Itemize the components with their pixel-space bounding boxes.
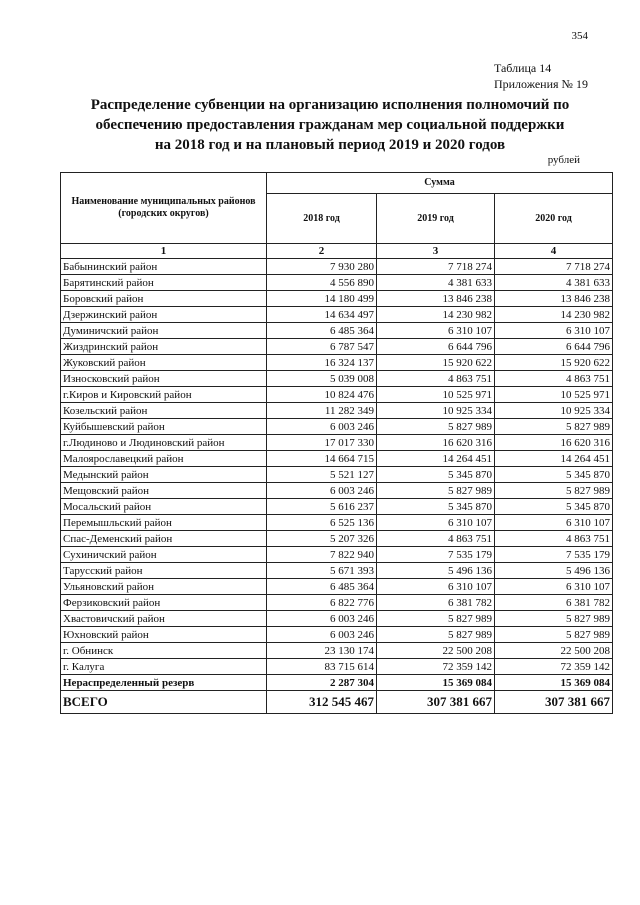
total-2019: 307 381 667: [377, 691, 495, 714]
value-2019: 72 359 142: [377, 659, 495, 675]
district-name: Ульяновский район: [61, 579, 267, 595]
value-2019: 10 525 971: [377, 387, 495, 403]
district-name: Боровский район: [61, 291, 267, 307]
value-2020: 6 310 107: [495, 323, 613, 339]
reserve-row: [61, 675, 613, 691]
total-2018: 312 545 467: [267, 691, 377, 714]
header-year-2020: 2020 год: [495, 194, 613, 244]
value-2020: 16 620 316: [495, 435, 613, 451]
table-row: [61, 643, 613, 659]
value-2018: 10 824 476: [267, 387, 377, 403]
district-name: Спас-Деменский район: [61, 531, 267, 547]
table-row: [61, 611, 613, 627]
value-2020: 6 310 107: [495, 515, 613, 531]
value-2019: 6 310 107: [377, 579, 495, 595]
value-2019: 5 827 989: [377, 419, 495, 435]
table-row: [61, 451, 613, 467]
value-2019: 6 644 796: [377, 339, 495, 355]
value-2018: 5 671 393: [267, 563, 377, 579]
table-row: [61, 547, 613, 563]
value-2018: 6 525 136: [267, 515, 377, 531]
value-2019: 6 381 782: [377, 595, 495, 611]
value-2018: 5 521 127: [267, 467, 377, 483]
header-sum-column: Сумма: [267, 173, 613, 194]
value-2019: 10 925 334: [377, 403, 495, 419]
value-2019: 7 718 274: [377, 259, 495, 275]
value-2020: 5 827 989: [495, 611, 613, 627]
district-name: Хвастовичский район: [61, 611, 267, 627]
value-2019: 4 863 751: [377, 531, 495, 547]
value-2020: 5 345 870: [495, 499, 613, 515]
value-2018: 6 003 246: [267, 611, 377, 627]
title-line-3: на 2018 год и на плановый период 2019 и 2020 годов: [154, 137, 506, 153]
table-row: [61, 563, 613, 579]
district-name: Думиничский район: [61, 323, 267, 339]
table-row: [61, 307, 613, 323]
value-2020: 4 863 751: [495, 531, 613, 547]
column-index: 3: [377, 244, 495, 259]
value-2019: 5 345 870: [377, 467, 495, 483]
district-name: Барятинский район: [61, 275, 267, 291]
district-name: Сухиничский район: [61, 547, 267, 563]
table-row: [61, 403, 613, 419]
value-2019: 7 535 179: [377, 547, 495, 563]
district-name: Куйбышевский район: [61, 419, 267, 435]
table-row: [61, 291, 613, 307]
document-title: [70, 95, 590, 155]
value-2018: 7 822 940: [267, 547, 377, 563]
value-2020: 22 500 208: [495, 643, 613, 659]
district-name: Жуковский район: [61, 355, 267, 371]
table-row: [61, 595, 613, 611]
table-row: [61, 275, 613, 291]
value-2018: 6 003 246: [267, 483, 377, 499]
value-2018: 6 787 547: [267, 339, 377, 355]
district-name: г. Обнинск: [61, 643, 267, 659]
district-name: Тарусский район: [61, 563, 267, 579]
value-2019: 16 620 316: [377, 435, 495, 451]
title-line-1: Распределение субвенции на организацию исполнения полномочий по: [90, 97, 570, 113]
district-name: Жиздринский район: [61, 339, 267, 355]
table-row: [61, 371, 613, 387]
table-row: [61, 627, 613, 643]
total-name: ВСЕГО: [61, 691, 267, 714]
value-2019: 22 500 208: [377, 643, 495, 659]
appendix-header: [494, 60, 588, 92]
value-2020: 7 535 179: [495, 547, 613, 563]
value-2018: 11 282 349: [267, 403, 377, 419]
header-year-2018: 2018 год: [267, 194, 377, 244]
value-2020: 4 863 751: [495, 371, 613, 387]
reserve-2020: 15 369 084: [495, 675, 613, 691]
table-row: [61, 339, 613, 355]
table-row: [61, 531, 613, 547]
value-2018: 6 003 246: [267, 627, 377, 643]
table-label: Таблица 14: [493, 61, 552, 75]
district-name: г.Людиново и Людиновский район: [61, 435, 267, 451]
value-2019: 6 310 107: [377, 515, 495, 531]
value-2018: 14 664 715: [267, 451, 377, 467]
district-name: Износковский район: [61, 371, 267, 387]
table-row: [61, 435, 613, 451]
value-2020: 6 381 782: [495, 595, 613, 611]
value-2018: 14 634 497: [267, 307, 377, 323]
table-row: [61, 499, 613, 515]
district-name: Мосальский район: [61, 499, 267, 515]
value-2019: 15 920 622: [377, 355, 495, 371]
value-2019: 14 230 982: [377, 307, 495, 323]
value-2019: 5 345 870: [377, 499, 495, 515]
header-name-column: Наименование муниципальных районов (городских округов): [61, 173, 267, 244]
district-name: Ферзиковский район: [61, 595, 267, 611]
column-index: 2: [267, 244, 377, 259]
total-row: [61, 691, 613, 714]
district-name: Медынский район: [61, 467, 267, 483]
district-name: Малоярославецкий район: [61, 451, 267, 467]
value-2018: 6 485 364: [267, 579, 377, 595]
value-2020: 5 827 989: [495, 419, 613, 435]
table-row: [61, 355, 613, 371]
district-name: г. Калуга: [61, 659, 267, 675]
value-2020: 6 644 796: [495, 339, 613, 355]
reserve-2018: 2 287 304: [267, 675, 377, 691]
value-2020: 5 345 870: [495, 467, 613, 483]
value-2019: 4 863 751: [377, 371, 495, 387]
header-year-2019: 2019 год: [377, 194, 495, 244]
value-2018: 5 039 008: [267, 371, 377, 387]
column-index: 1: [61, 244, 267, 259]
value-2019: 14 264 451: [377, 451, 495, 467]
value-2020: 72 359 142: [495, 659, 613, 675]
value-2019: 6 310 107: [377, 323, 495, 339]
value-2018: 4 556 890: [267, 275, 377, 291]
value-2019: 13 846 238: [377, 291, 495, 307]
value-2020: 13 846 238: [495, 291, 613, 307]
value-2018: 6 003 246: [267, 419, 377, 435]
district-name: Бабынинский район: [61, 259, 267, 275]
value-2019: 5 827 989: [377, 611, 495, 627]
value-2020: 4 381 633: [495, 275, 613, 291]
table-row: [61, 323, 613, 339]
value-2020: 10 925 334: [495, 403, 613, 419]
district-name: Перемышльский район: [61, 515, 267, 531]
total-2020: 307 381 667: [495, 691, 613, 714]
value-2020: 5 496 136: [495, 563, 613, 579]
value-2018: 6 822 776: [267, 595, 377, 611]
value-2020: 14 230 982: [495, 307, 613, 323]
value-2018: 16 324 137: [267, 355, 377, 371]
district-name: Дзержинский район: [61, 307, 267, 323]
table-row: [61, 259, 613, 275]
reserve-2019: 15 369 084: [377, 675, 495, 691]
table-row: [61, 659, 613, 675]
value-2020: 15 920 622: [495, 355, 613, 371]
appendix-label: Приложения № 19: [493, 77, 588, 91]
value-2019: 5 827 989: [377, 483, 495, 499]
value-2018: 7 930 280: [267, 259, 377, 275]
table-row: [61, 387, 613, 403]
value-2020: 7 718 274: [495, 259, 613, 275]
value-2019: 5 496 136: [377, 563, 495, 579]
value-2018: 6 485 364: [267, 323, 377, 339]
column-index: 4: [495, 244, 613, 259]
value-2019: 4 381 633: [377, 275, 495, 291]
table-row: [61, 467, 613, 483]
title-line-2: обеспечению предоставления гражданам мер социальной поддержки: [95, 117, 565, 133]
value-2018: 5 616 237: [267, 499, 377, 515]
value-2020: 14 264 451: [495, 451, 613, 467]
table-row: [61, 515, 613, 531]
value-2018: 23 130 174: [267, 643, 377, 659]
value-2019: 5 827 989: [377, 627, 495, 643]
district-name: г.Киров и Кировский район: [61, 387, 267, 403]
table-row: [61, 483, 613, 499]
district-name: Мещовский район: [61, 483, 267, 499]
district-name: Юхновский район: [61, 627, 267, 643]
page-number: 354: [571, 30, 588, 42]
subsidy-table: [60, 172, 613, 714]
district-name: Козельский район: [61, 403, 267, 419]
value-2020: 5 827 989: [495, 627, 613, 643]
value-2018: 17 017 330: [267, 435, 377, 451]
table-row: [61, 419, 613, 435]
value-2018: 14 180 499: [267, 291, 377, 307]
value-2020: 6 310 107: [495, 579, 613, 595]
value-2020: 10 525 971: [495, 387, 613, 403]
table-body: [61, 259, 613, 675]
value-2020: 5 827 989: [495, 483, 613, 499]
reserve-name: Нераспределенный резерв: [61, 675, 267, 691]
table-row: [61, 579, 613, 595]
value-2018: 83 715 614: [267, 659, 377, 675]
unit-label: рублей: [547, 154, 580, 166]
value-2018: 5 207 326: [267, 531, 377, 547]
